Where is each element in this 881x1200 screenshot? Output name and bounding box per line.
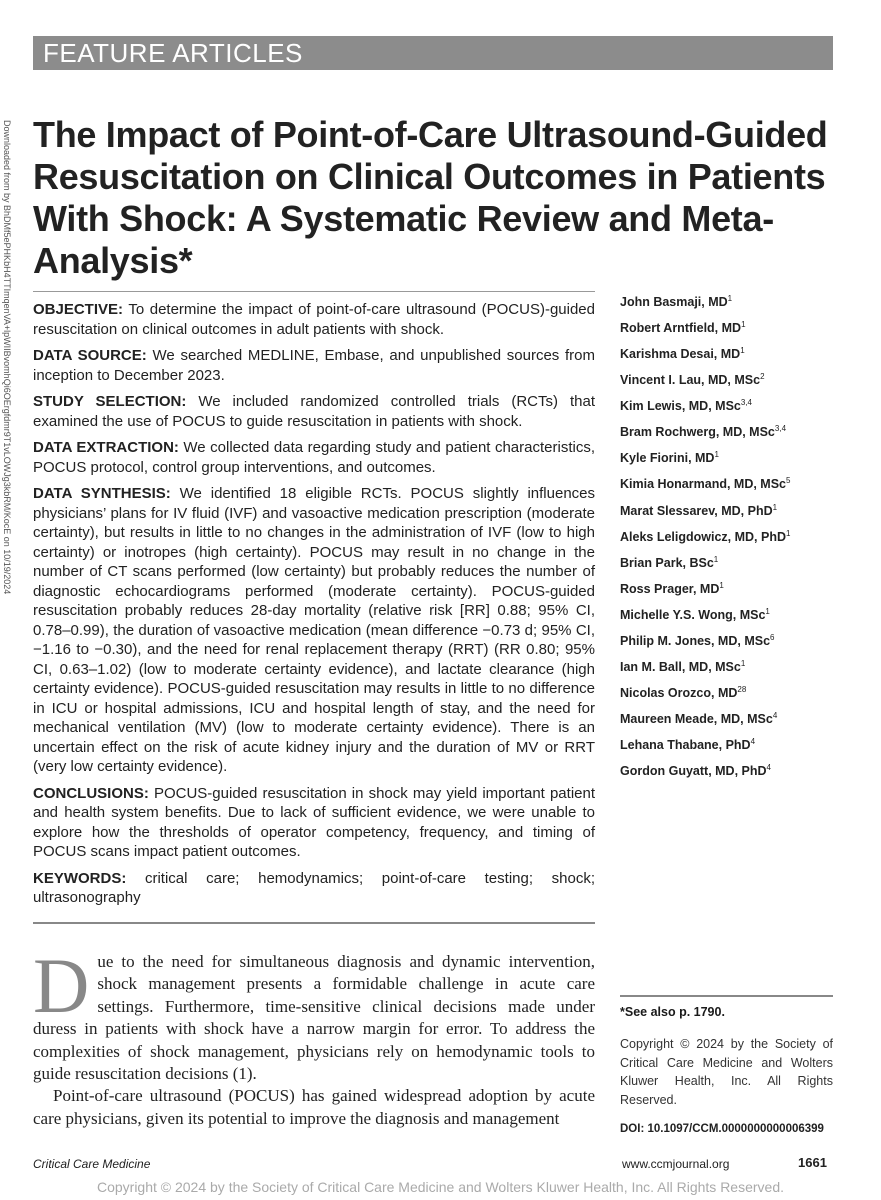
article-body [33,942,595,1130]
doi: DOI: 10.1097/CCM.0000000000006399 [620,1123,824,1135]
author-item: Michelle Y.S. Wong, MSc$^1$ [620,606,770,622]
author-item: Robert Arntfield, $MD^1$ [620,320,746,336]
page-number: 1661 [798,1155,827,1170]
download-watermark: Downloaded from by BhDMf5ePHKbH4TTImqenVA+lpWIIBvomhQi6OErgfdmr9T1vLOWJg3kbRM/KocE on 10/19/2024 [2,120,12,595]
author-item: John Basmaji, $MD^1$ [620,294,733,310]
author-item: Brian Park, BSc$^1$ [620,554,719,570]
author-item: Gordon Guyatt, MD, PhD$^4$ [620,763,771,779]
abstract-study-selection: STUDY SELECTION: We included randomized controlled trials (RCTs) that examined the use of POCUS to guide resuscitation in patients with shock. [33,393,595,430]
abstract-bottom-rule [33,922,595,924]
abstract [33,300,595,915]
journal-name: Critical Care Medicine [33,1157,151,1171]
abstract-objective: OBJECTIVE: To determine the impact of point-of-care ultrasound (POCUS)-guided resuscitation on clinical outcomes in adult patients with shock. [33,301,595,338]
abstract-data-extraction: DATA EXTRACTION: We collected data regarding study and patient characteristics, POCUS protocol, control group interventions, and outcomes. [33,439,595,476]
see-also-note: *See also p. 1790. [620,1005,725,1019]
author-item: Bram Rochwerg, MD, MSc$^{3,4}$ [620,424,787,440]
author-item: Vincent I. Lau, MD, MSc$^2$ [620,372,765,388]
body-paragraph: Due to the need for simultaneous diagnosis and dynamic intervention, shock management presents a formidable challenge in acute care settings. Furthermore, time-sensitive clinical decisions made under duress in patients with shock have a narrow margin for error. To address the complexities of shock management, physicians rely on hemodynamic tools to guide resuscitation decisions (1). [33,942,595,1084]
author-item: Kyle Fiorini, $MD^1$ [620,450,719,466]
copyright-note: Copyright © 2024 by the Society of Critical Care Medicine and Wolters Kluwer Health, Inc. All Rights Reserved. [620,1037,833,1107]
abstract-data-synthesis: DATA SYNTHESIS: We identified 18 eligible RCTs. POCUS slightly influences physicians’ plans for IV fluid (IVF) and vasoactive medication prescription (moderate certainty), but results in little to no changes in the administration of IVF (low to high certainty) or inotropes (high certainty). POCUS may result in no change in the number of CT scans performed (low certainty) but probably reduces the number of diagnostic echocardiograms performed (moderate certainty). POCUS-guided resuscitation probably reduces 28-day mortality (relative risk [RR] 0.88; 95% CI, 0.78–0.99), the duration of vasoactive medication (mean difference −0.73 d; 95% CI, −1.16 to −0.30), and the need for renal replacement therapy (RRT) (RR 0.80; 95% CI, 0.63–1.02) (low to moderate certainty evidence), and lactate clearance (high certainty evidence). POCUS-guided resuscitation may results in little to no difference in ICU or hospital admissions, ICU and hospital length of stay, and the need for mechanical ventilation (MV) (low to moderate certainty evidence). There is an uncertain effect on the risk of acute kidney injury and the duration of MV or RRT (very low certainty evidence). [33,485,595,775]
author-item: Marat Slessarev, MD, PhD$^1$ [620,502,778,518]
abstract-keywords: KEYWORDS: critical care; hemodynamics; point-of-care testing; shock; ultrasonography [33,869,595,906]
body-paragraph: Point-of-care ultrasound (POCUS) has gained widespread adoption by acute care physicians, given its potential to improve the diagnosis and management [33,1086,595,1128]
author-item: Karishma Desai, $MD^1$ [620,346,745,362]
side-notes [620,995,833,1135]
footer-copyright: Copyright © 2024 by the Society of Critical Care Medicine and Wolters Kluwer Health, Inc. All Rights Reserved. [96,1179,785,1195]
abstract-top-rule [33,291,595,292]
author-item: Kim Lewis, MD, MSc$^{3,4}$ [620,398,752,414]
abstract-conclusions: CONCLUSIONS: POCUS-guided resuscitation in shock may yield important patient and health system benefits. Due to lack of sufficient evidence, we were unable to explore how the thresholds of operator competency, frequency, and timing of POCUS scans impact patient outcomes. [33,784,595,860]
author-item: Lehana Thabane, PhD$^4$ [620,737,756,753]
journal-url: www.ccmjournal.org [622,1157,730,1171]
notes-rule [620,995,833,997]
author-item: Ross Prager, $MD^1$ [620,580,724,596]
author-item: Ian M. Ball, MD, MSc$^1$ [620,658,746,675]
abstract-data-source: DATA SOURCE: We searched MEDLINE, Embase, and unpublished sources from inception to December 2023. [33,347,596,384]
author-item: Philip M. Jones, MD, MSc$^6$ [620,632,775,648]
article-title: The Impact of Point-of-Care Ultrasound-Guided Resuscitation on Clinical Outcomes in Patients With Shock: A Systematic Review and Meta-Analysis* [33,114,828,281]
author-item: Kimia Honarmand, MD, MSc$^5$ [620,476,791,492]
author-item: Maureen Meade, MD, MSc$^4$ [620,711,778,727]
author-list [620,288,835,783]
drop-cap: D [33,942,90,1029]
author-item: Aleks Leligdowicz, MD, PhD$^1$ [620,528,791,544]
section-banner: FEATURE ARTICLES [33,36,833,70]
author-item: Nicolas Orozco, MD$^{28}$ [620,684,747,701]
